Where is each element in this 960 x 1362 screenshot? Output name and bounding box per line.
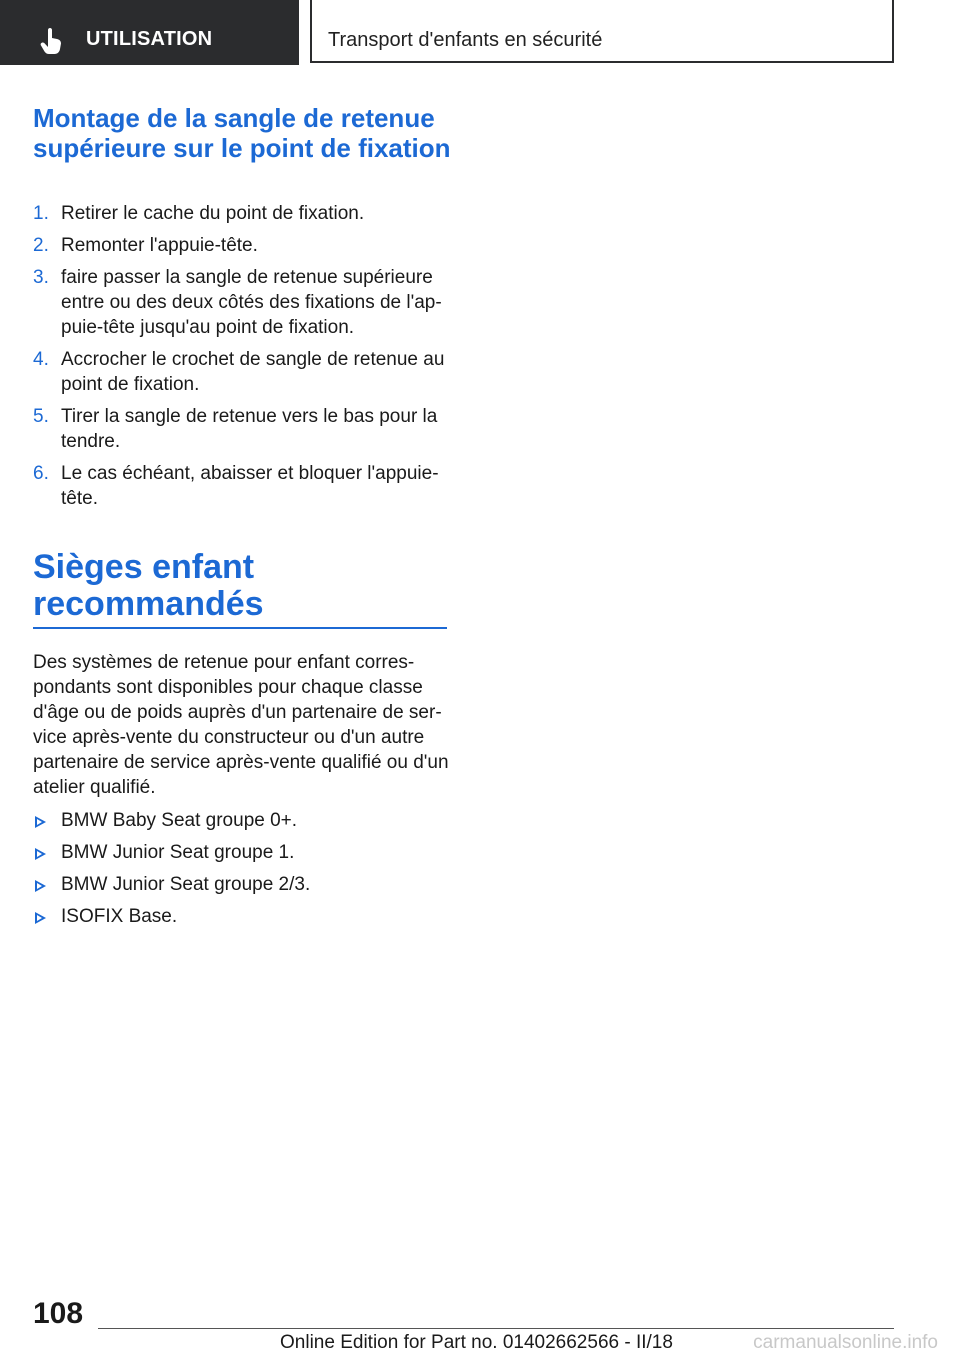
mounting-steps-list <box>33 201 453 518</box>
list-item <box>33 840 453 865</box>
heading-divider <box>33 627 447 629</box>
step-text: Remonter l'appuie-tête. <box>61 235 258 256</box>
footer-divider <box>98 1328 894 1329</box>
hand-pointer-icon <box>37 27 65 55</box>
page-number: 108 <box>33 1297 84 1330</box>
section-tab <box>0 0 299 65</box>
list-item <box>33 872 453 897</box>
bullet-text: BMW Junior Seat groupe 1. <box>61 842 295 863</box>
list-item <box>33 265 453 340</box>
bullet-text: BMW Baby Seat groupe 0+. <box>61 810 298 831</box>
triangle-right-icon <box>35 848 46 860</box>
triangle-right-icon <box>35 912 46 924</box>
triangle-right-icon <box>35 816 46 828</box>
step-number: 3. <box>33 267 49 288</box>
step-number: 5. <box>33 406 49 427</box>
step-text: Le cas échéant, abaisser et bloquer l'appuie-tête. <box>61 463 439 509</box>
subsection-heading: Montage de la sangle de retenue supérieure sur le point de fixation <box>33 103 451 163</box>
triangle-right-icon <box>35 880 46 892</box>
section-heading: Sièges enfant recommandés <box>33 548 264 623</box>
list-item <box>33 404 453 454</box>
list-item <box>33 461 453 511</box>
list-item <box>33 233 453 258</box>
edition-note: Online Edition for Part no. 01402662566 - II/18 <box>280 1332 673 1353</box>
list-item <box>33 904 453 929</box>
section-title: UTILISATION <box>86 28 213 50</box>
step-text: faire passer la sangle de retenue supérieure entre ou des deux côtés des fixations de l'appuie-tête jusqu'au point de fixation. <box>61 267 442 338</box>
chapter-title: Transport d'enfants en sécurité <box>328 29 603 51</box>
recommended-seats-list <box>33 808 453 936</box>
bullet-text: ISOFIX Base. <box>61 906 178 927</box>
step-number: 6. <box>33 463 49 484</box>
body-paragraph: Des systèmes de retenue pour enfant correspondants sont disponibles pour chaque classe d'âge ou de poids auprès d'un partenaire de service après-vente du constructeur ou d'un autre partenaire de service après-vente qualifié ou d'un atelier qualifié. <box>33 652 449 798</box>
bullet-text: BMW Junior Seat groupe 2/3. <box>61 874 311 895</box>
list-item <box>33 201 453 226</box>
watermark: carmanualsonline.info <box>753 1332 938 1353</box>
list-item <box>33 808 453 833</box>
step-number: 4. <box>33 349 49 370</box>
step-text: Accrocher le crochet de sangle de retenue au point de fixation. <box>61 349 445 395</box>
list-item <box>33 347 453 397</box>
chapter-tab <box>310 0 894 63</box>
step-text: Tirer la sangle de retenue vers le bas pour la tendre. <box>61 406 438 452</box>
step-number: 2. <box>33 235 49 256</box>
step-text: Retirer le cache du point de fixation. <box>61 203 365 224</box>
step-number: 1. <box>33 203 49 224</box>
